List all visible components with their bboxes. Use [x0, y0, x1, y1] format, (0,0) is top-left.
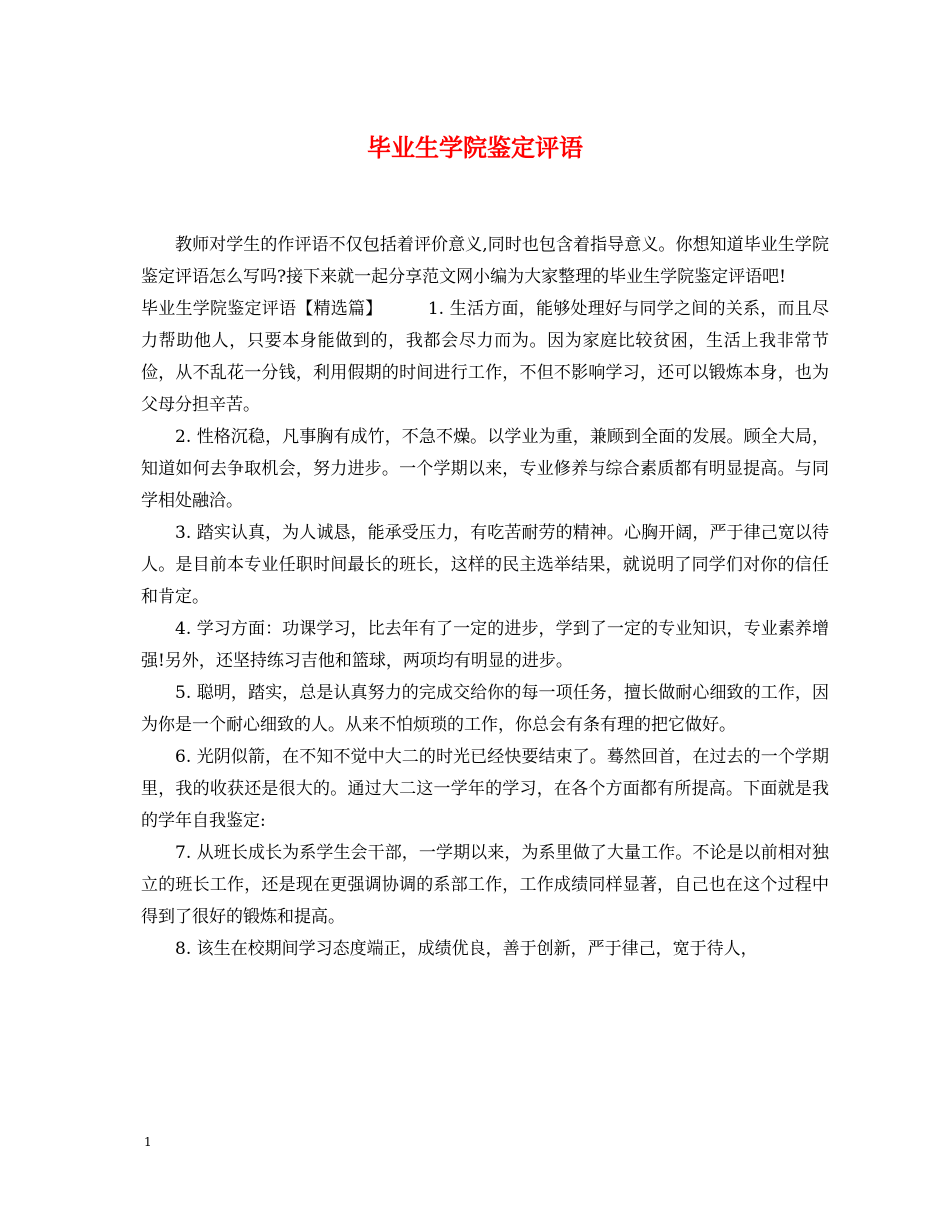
list-item-3: 3. 踏实认真，为人诚恳，能承受压力，有吃苦耐劳的精神。心胸开阔，严于律己宽以待人。是目前本专业任职时间最长的班长，这样的民主选举结果，就说明了同学们对你的信任和肯定。 [141, 523, 829, 607]
document-title: 毕业生学院鉴定评语 [367, 133, 583, 162]
intro-paragraph: 教师对学生的作评语不仅包括着评价意义,同时也包含着指导意义。你想知道毕业生学院鉴定评语怎么写吗?接下来就一起分享范文网小编为大家整理的毕业生学院鉴定评语吧! [141, 235, 829, 287]
list-item-1: 1. 生活方面，能够处理好与同学之间的关系，而且尽力帮助他人，只要本身能做到的，我都会尽力而为。因为家庭比较贫困，生活上我非常节俭，从不乱花一分钱，利用假期的时间进行工作，不但不影响学习，还可以锻炼本身，也为父母分担辛苦。 [141, 299, 830, 415]
section-paragraph [141, 293, 829, 421]
list-item-6: 6. 光阴似箭，在不知不觉中大二的时光已经快要结束了。蓦然回首，在过去的一个学期里，我的收获还是很大的。通过大二这一学年的学习，在各个方面都有所提高。下面就是我的学年自我鉴定: [141, 747, 829, 831]
list-item-8: 8. 该生在校期间学习态度端正，成绩优良，善于创新，严于律己，宽于待人， [175, 939, 758, 959]
document-body [141, 229, 829, 965]
list-item-7: 7. 从班长成长为系学生会干部，一学期以来，为系里做了大量工作。不论是以前相对独立的班长工作，还是现在更强调协调的系部工作，工作成绩同样显著，自己也在这个过程中得到了很好的锻炼和提高。 [141, 843, 829, 927]
section-heading: 毕业生学院鉴定评语【精选篇】 [141, 299, 383, 319]
heading-gap [383, 299, 428, 319]
list-item-4: 4. 学习方面：功课学习，比去年有了一定的进步，学到了一定的专业知识，专业素养增强!另外，还坚持练习吉他和篮球，两项均有明显的进步。 [141, 619, 829, 671]
page-number: 1 [144, 1135, 152, 1149]
list-item-5: 5. 聪明，踏实，总是认真努力的完成交给你的每一项任务，擅长做耐心细致的工作，因为你是一个耐心细致的人。从来不怕烦琐的工作，你总会有条有理的把它做好。 [141, 683, 829, 735]
list-item-2: 2. 性格沉稳，凡事胸有成竹，不急不燥。以学业为重，兼顾到全面的发展。顾全大局，知道如何去争取机会，努力进步。一个学期以来，专业修养与综合素质都有明显提高。与同学相处融洽。 [141, 427, 829, 511]
